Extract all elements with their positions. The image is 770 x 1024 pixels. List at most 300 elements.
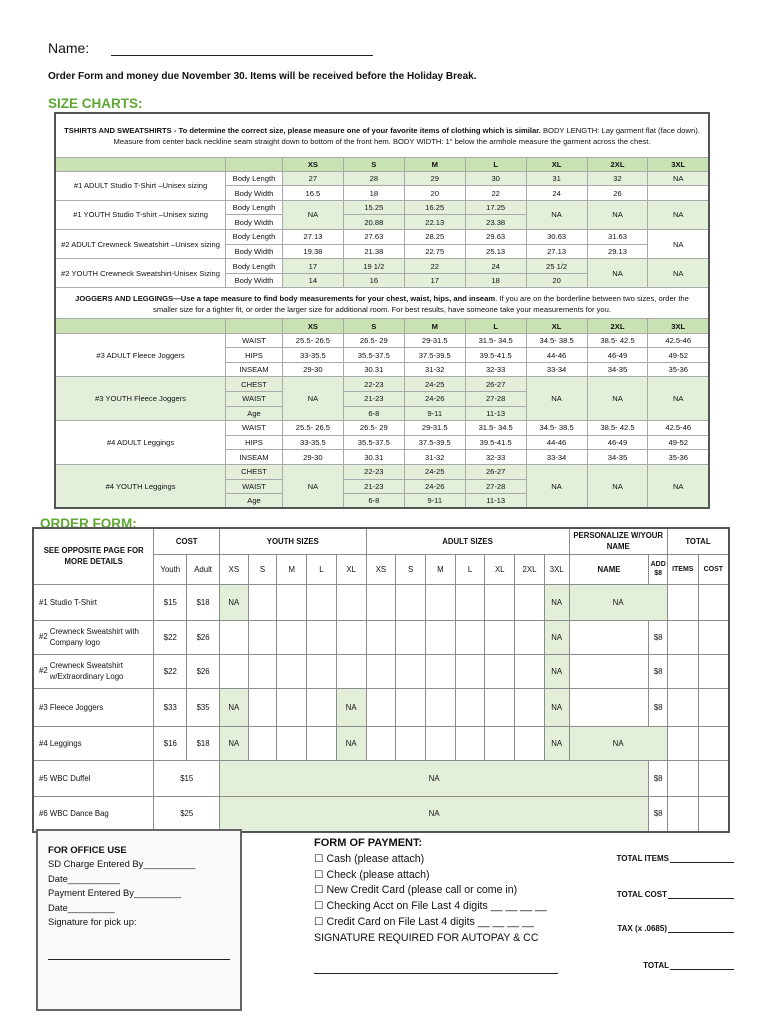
body-length-label: Body Length bbox=[226, 230, 283, 245]
size-cell: NA bbox=[526, 377, 587, 421]
size-header-row bbox=[55, 319, 709, 333]
size-cell: 32 bbox=[587, 171, 648, 186]
qty-cell[interactable] bbox=[366, 620, 396, 654]
size-cell: 30 bbox=[465, 171, 526, 186]
size-cell: 27.13 bbox=[526, 244, 587, 259]
qty-cell[interactable] bbox=[515, 620, 545, 654]
size-cell: 22-23 bbox=[343, 464, 404, 479]
cost-cell[interactable] bbox=[698, 584, 729, 620]
qty-cell[interactable] bbox=[485, 688, 515, 726]
cost-cell[interactable] bbox=[698, 620, 729, 654]
size-cell: NA bbox=[587, 464, 648, 508]
add-price: $8 bbox=[649, 688, 667, 726]
size-cell: 22-23 bbox=[343, 377, 404, 392]
waist-label: WAIST bbox=[226, 333, 283, 348]
size-cell: 25 1/2 bbox=[526, 259, 587, 274]
qty-cell[interactable] bbox=[485, 726, 515, 760]
size-cell: 28 bbox=[343, 171, 404, 186]
office-use-title: FOR OFFICE USE bbox=[48, 844, 127, 855]
qty-cell[interactable] bbox=[425, 584, 455, 620]
adult-price: $18 bbox=[187, 726, 220, 760]
name-line[interactable] bbox=[111, 42, 373, 56]
grand-total-row bbox=[643, 961, 734, 970]
size-cell: 38.5- 42.5 bbox=[587, 333, 648, 348]
body-length-label: Body Length bbox=[226, 200, 283, 215]
size-cell: 31-32 bbox=[404, 450, 465, 465]
inseam-label: INSEAM bbox=[226, 362, 283, 377]
size-cell: 19.38 bbox=[282, 244, 343, 259]
qty-cell[interactable] bbox=[425, 654, 455, 688]
item-label: #2 Crewneck Sweatshirt w/Extraordinary Logo bbox=[33, 654, 154, 688]
size-charts-title: SIZE CHARTS: bbox=[48, 96, 143, 111]
na-cell: NA bbox=[336, 726, 366, 760]
size-header: L bbox=[465, 319, 526, 333]
tshirt-intro: TSHIRTS AND SWEATSHIRTS - To determine the correct size, please measure one of your favorite items of clothing which is similar. BODY LENGTH: Lay garment flat (face down). Measure from center back neckline seam straight down to bottom of the front hem. BODY WIDTH: 1" below the armhole measure the garment across the chest. bbox=[55, 113, 709, 157]
payment-section bbox=[314, 836, 574, 974]
item-label: #1 Studio T-Shirt bbox=[33, 584, 154, 620]
qty-cell[interactable] bbox=[455, 584, 485, 620]
size-cell: 22.75 bbox=[404, 244, 465, 259]
qty-cell[interactable] bbox=[336, 654, 366, 688]
office-use-box bbox=[36, 829, 242, 1011]
items-cell[interactable] bbox=[667, 796, 698, 832]
size-cell: 15.25 bbox=[343, 200, 404, 215]
items-cell[interactable] bbox=[667, 620, 698, 654]
size-cell: 24 bbox=[526, 186, 587, 201]
office-line: Date__________ bbox=[48, 872, 120, 884]
payment-option-checking[interactable]: ☐ Checking Acct on File Last 4 digits __ __ __ __ bbox=[314, 900, 547, 913]
qty-cell[interactable] bbox=[248, 654, 277, 688]
age-label: Age bbox=[226, 494, 283, 509]
qty-cell[interactable] bbox=[307, 620, 337, 654]
size-cell: 30.63 bbox=[526, 230, 587, 245]
size-cell: 28.25 bbox=[404, 230, 465, 245]
due-notice: Order Form and money due November 30. Items will be received before the Holiday Break. bbox=[48, 71, 477, 82]
na-cell: NA bbox=[220, 584, 249, 620]
size-cell: 17 bbox=[404, 273, 465, 288]
personalize-header: PERSONALIZE W/YOUR NAME bbox=[569, 528, 667, 554]
name-cell[interactable] bbox=[569, 620, 649, 654]
qty-cell[interactable] bbox=[336, 620, 366, 654]
na-cell: NA bbox=[336, 688, 366, 726]
size-header: S bbox=[343, 157, 404, 171]
size-cell: NA bbox=[648, 377, 709, 421]
na-cell: NA bbox=[544, 584, 569, 620]
size-cell: 17.25 bbox=[465, 200, 526, 215]
qty-cell[interactable] bbox=[455, 654, 485, 688]
size-header: 3XL bbox=[648, 319, 709, 333]
item-label: #6 WBC Dance Bag bbox=[33, 796, 154, 832]
size-cell: 29-31.5 bbox=[404, 421, 465, 436]
adult-price: $26 bbox=[187, 654, 220, 688]
size-cell: NA bbox=[587, 200, 648, 229]
qty-cell[interactable] bbox=[248, 620, 277, 654]
size-cell: 34-35 bbox=[587, 450, 648, 465]
youth-size-col: S bbox=[248, 554, 277, 584]
body-width-label: Body Width bbox=[226, 215, 283, 230]
items-cell[interactable] bbox=[667, 688, 698, 726]
qty-cell[interactable] bbox=[366, 726, 396, 760]
size-header: M bbox=[404, 319, 465, 333]
size-header: S bbox=[343, 319, 404, 333]
size-cell: 22.13 bbox=[404, 215, 465, 230]
grand-total-line[interactable] bbox=[670, 961, 734, 970]
youth-joggers-label: #3 YOUTH Fleece Joggers bbox=[55, 377, 226, 421]
adult-tshirt-label: #1 ADULT Studio T-Shirt –Unisex sizing bbox=[55, 171, 226, 200]
youth-price: $22 bbox=[154, 620, 187, 654]
size-cell: 30.31 bbox=[343, 362, 404, 377]
size-cell: 21-23 bbox=[343, 392, 404, 407]
size-cell: 31-32 bbox=[404, 362, 465, 377]
inseam-label: INSEAM bbox=[226, 450, 283, 465]
size-cell: 33-34 bbox=[526, 362, 587, 377]
size-header: XL bbox=[526, 319, 587, 333]
qty-cell[interactable] bbox=[515, 688, 545, 726]
na-cell: NA bbox=[544, 726, 569, 760]
cost-cell[interactable] bbox=[698, 654, 729, 688]
size-cell: 16.5 bbox=[282, 186, 343, 201]
qty-cell[interactable] bbox=[455, 620, 485, 654]
adult-price: $18 bbox=[187, 584, 220, 620]
total-cost-row bbox=[617, 890, 734, 899]
adult-size-col: S bbox=[396, 554, 426, 584]
youth-price: $22 bbox=[154, 654, 187, 688]
office-line: Date_________ bbox=[48, 901, 115, 913]
size-cell: NA bbox=[648, 464, 709, 508]
body-width-label: Body Width bbox=[226, 244, 283, 259]
adult-size-col: M bbox=[425, 554, 455, 584]
total-header: TOTAL bbox=[667, 528, 729, 554]
youth-tshirt-label: #1 YOUTH Studio T-shirt –Unisex sizing bbox=[55, 200, 226, 229]
size-cell: NA bbox=[282, 464, 343, 508]
size-cell: 11-13 bbox=[465, 494, 526, 509]
size-cell: 9-11 bbox=[404, 494, 465, 509]
size-cell: 26.5- 29 bbox=[343, 421, 404, 436]
size-cell: 32-33 bbox=[465, 362, 526, 377]
size-cell: NA bbox=[648, 230, 709, 259]
size-cell: 34.5- 38.5 bbox=[526, 421, 587, 436]
size-chart-table bbox=[54, 112, 710, 509]
qty-cell[interactable] bbox=[307, 688, 337, 726]
qty-cell[interactable] bbox=[277, 620, 307, 654]
size-cell: 17 bbox=[282, 259, 343, 274]
payment-option-new-card[interactable]: ☐ New Credit Card (please call or come in) bbox=[314, 884, 518, 897]
office-line: Payment Entered By_________ bbox=[48, 887, 181, 899]
size-header: L bbox=[465, 157, 526, 171]
size-cell: 21.38 bbox=[343, 244, 404, 259]
size-cell: 16 bbox=[343, 273, 404, 288]
adult-size-col: L bbox=[455, 554, 485, 584]
qty-cell[interactable] bbox=[455, 688, 485, 726]
size-header-row bbox=[55, 157, 709, 171]
size-cell: 29.13 bbox=[587, 244, 648, 259]
total-items-row bbox=[617, 854, 734, 863]
items-cell[interactable] bbox=[667, 760, 698, 796]
adult-size-col: 2XL bbox=[515, 554, 545, 584]
size-cell: NA bbox=[587, 377, 648, 421]
items-cell[interactable] bbox=[667, 726, 698, 760]
qty-cell[interactable] bbox=[396, 584, 426, 620]
size-cell: NA bbox=[526, 464, 587, 508]
na-cell: NA bbox=[544, 654, 569, 688]
size-header: 2XL bbox=[587, 157, 648, 171]
na-cell: NA bbox=[220, 726, 249, 760]
size-cell: 31.5- 34.5 bbox=[465, 333, 526, 348]
size-cell: 24-26 bbox=[404, 392, 465, 407]
qty-cell[interactable] bbox=[220, 620, 249, 654]
size-cell: 26 bbox=[587, 186, 648, 201]
size-cell: NA bbox=[587, 259, 648, 288]
adult-size-col: 3XL bbox=[544, 554, 569, 584]
na-cell: NA bbox=[569, 584, 667, 620]
item-label: #4 Leggings bbox=[33, 726, 154, 760]
size-cell: 24-26 bbox=[404, 479, 465, 494]
size-cell: 38.5- 42.5 bbox=[587, 421, 648, 436]
payment-signature-line[interactable] bbox=[314, 973, 558, 974]
size-header: 3XL bbox=[648, 157, 709, 171]
qty-cell[interactable] bbox=[425, 688, 455, 726]
grand-total-label: TOTAL bbox=[643, 961, 669, 970]
size-cell: 35.5-37.5 bbox=[343, 435, 404, 450]
add-price: $8 bbox=[649, 654, 667, 688]
waist-label: WAIST bbox=[226, 421, 283, 436]
size-cell: 18 bbox=[465, 273, 526, 288]
size-cell: NA bbox=[282, 200, 343, 229]
cost-cell[interactable] bbox=[698, 688, 729, 726]
qty-cell[interactable] bbox=[425, 726, 455, 760]
na-cell: NA bbox=[220, 760, 649, 796]
tax-label: TAX (x .0685) bbox=[617, 924, 667, 933]
name-cell[interactable] bbox=[569, 688, 649, 726]
qty-cell[interactable] bbox=[485, 620, 515, 654]
add-price: $8 bbox=[649, 760, 667, 796]
size-cell: 35-36 bbox=[648, 450, 709, 465]
size-cell: 42.5-46 bbox=[648, 421, 709, 436]
size-cell: 29.63 bbox=[465, 230, 526, 245]
qty-cell[interactable] bbox=[455, 726, 485, 760]
qty-cell[interactable] bbox=[485, 654, 515, 688]
name-cell[interactable] bbox=[569, 654, 649, 688]
add-price: $8 bbox=[649, 796, 667, 832]
adult-price: $35 bbox=[187, 688, 220, 726]
see-opposite-note: SEE OPPOSITE PAGE FOR MORE DETAILS bbox=[33, 528, 154, 584]
size-cell: 26.5- 29 bbox=[343, 333, 404, 348]
size-cell: NA bbox=[648, 259, 709, 288]
size-cell: 26-27 bbox=[465, 377, 526, 392]
body-length-label: Body Length bbox=[226, 259, 283, 274]
body-width-label: Body Width bbox=[226, 186, 283, 201]
size-cell: 27.63 bbox=[343, 230, 404, 245]
adult-price: $26 bbox=[187, 620, 220, 654]
size-cell: 11-13 bbox=[465, 406, 526, 421]
size-cell: 35-36 bbox=[648, 362, 709, 377]
qty-cell[interactable] bbox=[425, 620, 455, 654]
table-row bbox=[33, 584, 729, 620]
office-line: SD Charge Entered By__________ bbox=[48, 858, 196, 870]
qty-cell[interactable] bbox=[220, 654, 249, 688]
size-cell: 24-25 bbox=[404, 377, 465, 392]
size-cell: 20.88 bbox=[343, 215, 404, 230]
total-items-label: TOTAL ITEMS bbox=[616, 854, 669, 863]
size-cell: 44-46 bbox=[526, 348, 587, 363]
size-cell: 31 bbox=[526, 171, 587, 186]
name-label: Name: bbox=[48, 40, 90, 56]
size-cell: 27 bbox=[282, 171, 343, 186]
size-cell: 39.5-41.5 bbox=[465, 435, 526, 450]
payment-title: FORM OF PAYMENT: bbox=[314, 837, 423, 849]
qty-cell[interactable] bbox=[366, 584, 396, 620]
total-items-line[interactable] bbox=[670, 854, 734, 863]
size-cell: 29-30 bbox=[282, 362, 343, 377]
qty-cell[interactable] bbox=[515, 584, 545, 620]
youth-size-col: XL bbox=[336, 554, 366, 584]
size-cell: 29-31.5 bbox=[404, 333, 465, 348]
size-cell: 46-49 bbox=[587, 348, 648, 363]
size-cell: 31.5- 34.5 bbox=[465, 421, 526, 436]
qty-cell[interactable] bbox=[277, 654, 307, 688]
youth-price: $15 bbox=[154, 584, 187, 620]
table-row bbox=[33, 654, 729, 688]
na-cell: NA bbox=[220, 688, 249, 726]
size-cell: 32-33 bbox=[465, 450, 526, 465]
size-cell: 19 1/2 bbox=[343, 259, 404, 274]
qty-cell[interactable] bbox=[277, 688, 307, 726]
size-cell: 31.63 bbox=[587, 230, 648, 245]
na-cell: NA bbox=[569, 726, 667, 760]
table-row bbox=[33, 620, 729, 654]
qty-cell[interactable] bbox=[396, 620, 426, 654]
size-cell: 49-52 bbox=[648, 435, 709, 450]
qty-cell[interactable] bbox=[307, 726, 337, 760]
youth-crewneck-label: #2 YOUTH Crewneck Sweatshirt-Unisex Sizing bbox=[55, 259, 226, 288]
qty-cell[interactable] bbox=[336, 584, 366, 620]
cost-col-header: COST bbox=[698, 554, 729, 584]
youth-size-col: XS bbox=[220, 554, 249, 584]
body-width-label: Body Width bbox=[226, 273, 283, 288]
signature-line[interactable] bbox=[48, 959, 230, 960]
size-cell: 25.5- 26.5 bbox=[282, 333, 343, 348]
qty-cell[interactable] bbox=[396, 654, 426, 688]
size-cell: 16.25 bbox=[404, 200, 465, 215]
adult-joggers-label: #3 ADULT Fleece Joggers bbox=[55, 333, 226, 377]
size-header: 2XL bbox=[587, 319, 648, 333]
youth-price: $33 bbox=[154, 688, 187, 726]
size-cell: NA bbox=[648, 171, 709, 186]
payment-option-check[interactable]: ☐ Check (please attach) bbox=[314, 868, 430, 881]
qty-cell[interactable] bbox=[307, 584, 337, 620]
size-cell: NA bbox=[648, 200, 709, 229]
adult-size-col: XS bbox=[366, 554, 396, 584]
size-cell: 9-11 bbox=[404, 406, 465, 421]
size-cell: 44-46 bbox=[526, 435, 587, 450]
size-cell: NA bbox=[526, 200, 587, 229]
adult-cost-header: Adult bbox=[187, 554, 220, 584]
size-cell: 34.5- 38.5 bbox=[526, 333, 587, 348]
size-cell: 30.31 bbox=[343, 450, 404, 465]
na-cell: NA bbox=[544, 688, 569, 726]
size-header: XL bbox=[526, 157, 587, 171]
size-cell: 42.5-46 bbox=[648, 333, 709, 348]
size-cell: 27-28 bbox=[465, 392, 526, 407]
qty-cell[interactable] bbox=[248, 688, 277, 726]
qty-cell[interactable] bbox=[277, 726, 307, 760]
table-row bbox=[33, 796, 729, 832]
size-cell: 22 bbox=[404, 259, 465, 274]
waist-label: WAIST bbox=[226, 479, 283, 494]
qty-cell[interactable] bbox=[366, 688, 396, 726]
cost-cell[interactable] bbox=[698, 726, 729, 760]
items-cell[interactable] bbox=[667, 584, 698, 620]
qty-cell[interactable] bbox=[515, 654, 545, 688]
cost-cell[interactable] bbox=[698, 760, 729, 796]
size-cell: NA bbox=[282, 377, 343, 421]
waist-label: WAIST bbox=[226, 392, 283, 407]
item-price: $15 bbox=[154, 760, 220, 796]
add-col-header: ADD $8 bbox=[649, 554, 667, 584]
size-cell: 37.5-39.5 bbox=[404, 348, 465, 363]
order-form-table bbox=[32, 527, 730, 833]
tax-row bbox=[617, 924, 734, 933]
size-cell: 20 bbox=[526, 273, 587, 288]
hips-label: HIPS bbox=[226, 435, 283, 450]
items-cell[interactable] bbox=[667, 654, 698, 688]
payment-option-cash[interactable]: ☐ Cash (please attach) bbox=[314, 852, 425, 865]
qty-cell[interactable] bbox=[396, 726, 426, 760]
qty-cell[interactable] bbox=[248, 726, 277, 760]
size-cell: 33-35.5 bbox=[282, 348, 343, 363]
table-row bbox=[33, 760, 729, 796]
qty-cell[interactable] bbox=[485, 584, 515, 620]
size-cell: 18 bbox=[343, 186, 404, 201]
size-cell: 21-23 bbox=[343, 479, 404, 494]
size-cell: 29 bbox=[404, 171, 465, 186]
youth-sizes-header: YOUTH SIZES bbox=[220, 528, 367, 554]
size-header: XS bbox=[282, 319, 343, 333]
items-col-header: ITEMS bbox=[667, 554, 698, 584]
size-cell: 14 bbox=[282, 273, 343, 288]
name-field-row bbox=[48, 40, 373, 56]
qty-cell[interactable] bbox=[307, 654, 337, 688]
size-cell: 6-8 bbox=[343, 494, 404, 509]
youth-size-col: M bbox=[277, 554, 307, 584]
chest-label: CHEST bbox=[226, 464, 283, 479]
body-length-label: Body Length bbox=[226, 171, 283, 186]
qty-cell[interactable] bbox=[366, 654, 396, 688]
size-cell: 46-49 bbox=[587, 435, 648, 450]
size-cell: 22 bbox=[465, 186, 526, 201]
size-cell: 20 bbox=[404, 186, 465, 201]
adult-size-col: XL bbox=[485, 554, 515, 584]
size-cell: 25.5- 26.5 bbox=[282, 421, 343, 436]
size-header: M bbox=[404, 157, 465, 171]
adult-sizes-header: ADULT SIZES bbox=[366, 528, 569, 554]
size-cell: 33-34 bbox=[526, 450, 587, 465]
qty-cell[interactable] bbox=[277, 584, 307, 620]
qty-cell[interactable] bbox=[248, 584, 277, 620]
youth-leggings-label: #4 YOUTH Leggings bbox=[55, 464, 226, 508]
size-cell: 29-30 bbox=[282, 450, 343, 465]
qty-cell[interactable] bbox=[396, 688, 426, 726]
qty-cell[interactable] bbox=[515, 726, 545, 760]
tax-line[interactable] bbox=[668, 924, 734, 933]
size-header: XS bbox=[282, 157, 343, 171]
name-col-header: NAME bbox=[569, 554, 649, 584]
total-cost-line[interactable] bbox=[668, 890, 734, 899]
cost-cell[interactable] bbox=[698, 796, 729, 832]
payment-option-card-on-file[interactable]: ☐ Credit Card on File Last 4 digits __ __ __ __ bbox=[314, 915, 534, 928]
size-cell: 39.5-41.5 bbox=[465, 348, 526, 363]
total-cost-label: TOTAL COST bbox=[616, 890, 667, 899]
